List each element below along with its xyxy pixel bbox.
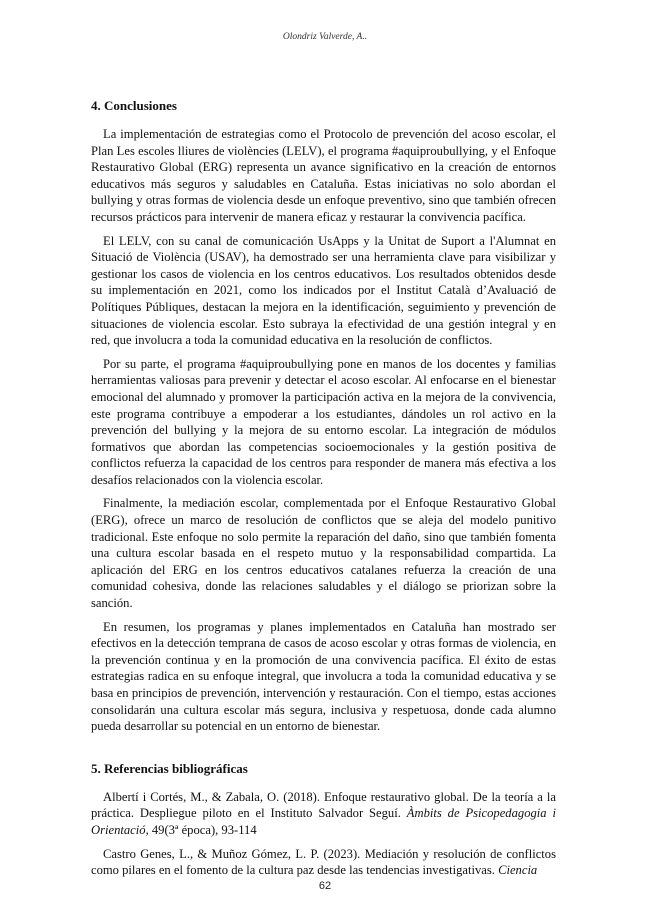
running-head: Olondriz Valverde, A.. [282,32,368,42]
reference-details: , 49(3ª época), 93-114 [145,822,257,837]
reference-text: Castro Genes, L., & Muñoz Gómez, L. P. (2023). Mediación y resolución de conflictos como pilares en el fomento de la cultura paz desde las tendencias investigativas. [91,846,556,878]
page-number: 62 [318,880,332,892]
section-heading-referencias: 5. Referencias bibliográficas [91,760,248,776]
reference-journal: Ciencia [498,863,538,878]
conclusion-paragraph-4: Finalmente, la mediación escolar, complementada por el Enfoque Restaurativo Global (ERG), ofrece un marco de resolución de conflictos que se aleja del modelo punitivo tradicional. Este enfoque no solo permite la reparación del daño, sino que también fomenta una cultura escolar basada en el respeto mutuo y la responsabilidad compartida. La aplicación del ERG en los centros educativos catalanes refuerza la creación de una comunidad cohesiva, donde las relaciones saludables y el diálogo se priorizan sobre la sanción. [91,496,556,611]
reference-entry [91,789,556,839]
page-content [91,98,556,886]
conclusion-paragraph-5: En resumen, los programas y planes implementados en Cataluña han mostrado ser efectivos en la detección temprana de casos de acoso escolar y otras formas de violencia, en la prevención continua y en la promoción de una convivencia pacífica. El éxito de estas estrategias radica en su enfoque integral, que involucra a toda la comunidad educativa y se basa en principios de prevención, intervención y restauración. Con el tiempo, estas acciones consolidarán una cultura escolar más segura, inclusiva y respetuosa, donde cada alumno pueda desarrollar su potencial en un entorno de bienestar. [91,619,556,734]
conclusion-paragraph-3: Por su parte, el programa #aquiproubullying pone en manos de los docentes y familias herramientas valiosas para prevenir y detectar el acoso escolar. Al enfocarse en el bienestar emocional del alumnado y promover la participación activa en la mejora de la convivencia, este programa contribuye a empoderar a los estudiantes, dándoles un rol activo en la prevención del bullying y la mejora de su entorno escolar. La integración de módulos formativos que abordan las competencias socioemocionales y la gestión positiva de conflictos refuerza la capacidad de los centros para responder de manera más efectiva a los desafíos relacionados con la violencia escolar. [91,356,556,487]
conclusion-paragraph-1: La implementación de estrategias como el Protocolo de prevención del acoso escolar, el Plan Les escoles lliures de violències (LELV), el programa #aquiproubullying, y el Enfoque Restaurativo Global (ERG) representa un avance significativo en la creación de entornos educativos más seguros y saludables en Cataluña. Estas iniciativas no solo abordan el bullying y otras formas de violencia desde un enfoque preventivo, sino que también ofrecen recursos prácticos para intervenir de manera eficaz y restaurar la convivencia pacífica. [91,127,556,224]
reference-journal: Àmbits de Psicopedagogia i Orientació [91,806,556,837]
section-heading-conclusiones: 4. Conclusiones [91,98,177,113]
reference-text: Albertí i Cortés, M., & Zabala, O. (2018). Enfoque restaurativo global. De la teoría a la práctica. Despliegue piloto en el Instituto Salvador Seguí. [91,789,556,821]
reference-entry [91,846,556,879]
conclusion-paragraph-2: El LELV, con su canal de comunicación UsApps y la Unitat de Suport a l'Alumnat en Situació de Violència (USAV), ha demostrado ser una herramienta clave para visibilizar y gestionar los casos de violencia en los centros educativos. Los resultados obtenidos desde su implementación en 2021, como los indicados por el Institut Català d’Avaluació de Polítiques Públiques, destacan la mejora en la identificación, seguimiento y prevención de situaciones de violencia escolar. Esto subraya la efectividad de una gestión integral y en red, que involucra a toda la comunidad educativa en la resolución de conflictos. [91,233,556,348]
